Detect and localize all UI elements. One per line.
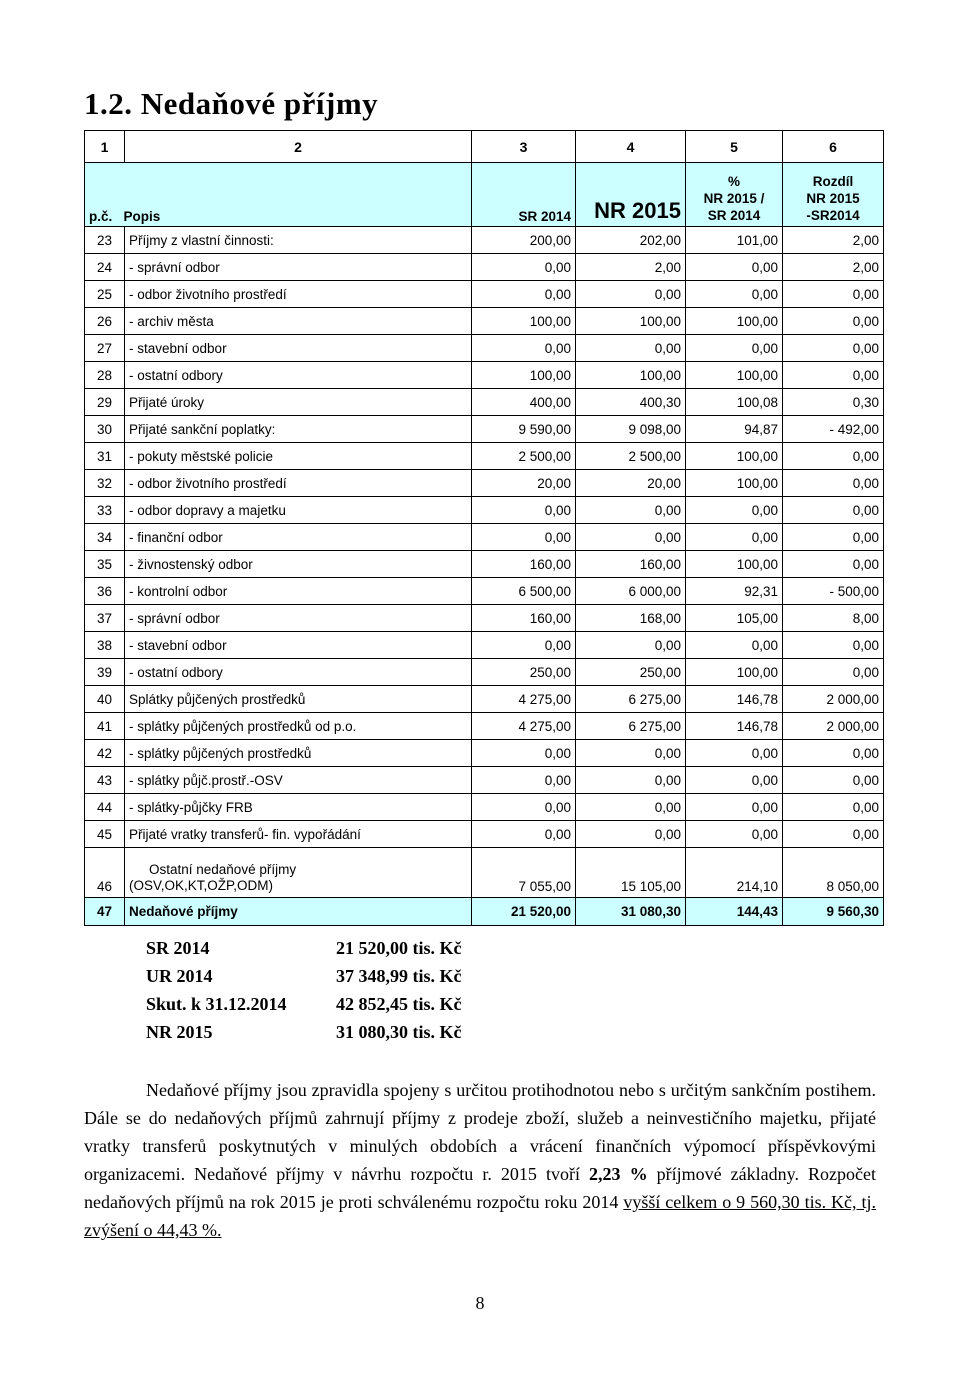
row-difference: 0,00 xyxy=(783,470,884,497)
row-number: 39 xyxy=(85,659,125,686)
row-description-line1: Ostatní nedaňové příjmy xyxy=(149,862,297,877)
header-percent-line3: SR 2014 xyxy=(707,208,761,223)
row-difference: 0,00 xyxy=(783,794,884,821)
table-row xyxy=(85,308,884,335)
row-description: - archiv města xyxy=(125,308,472,335)
table-row xyxy=(85,362,884,389)
row-nr2015: 9 098,00 xyxy=(576,416,686,443)
header-pc-popis xyxy=(85,163,472,227)
column-number: 3 xyxy=(472,131,576,163)
row-nr2015: 0,00 xyxy=(576,821,686,848)
table-row xyxy=(85,848,884,898)
row-difference: 0,00 xyxy=(783,308,884,335)
row-description: - splátky-půjčky FRB xyxy=(125,794,472,821)
row-sr2014: 2 500,00 xyxy=(472,443,576,470)
column-number: 1 xyxy=(85,131,125,163)
table-row xyxy=(85,254,884,281)
row-nr2015: 250,00 xyxy=(576,659,686,686)
row-difference: 2,00 xyxy=(783,254,884,281)
row-percent: 101,00 xyxy=(686,227,783,254)
row-nr2015: 6 275,00 xyxy=(576,713,686,740)
summary-block xyxy=(146,938,462,1050)
row-nr2015: 0,00 xyxy=(576,794,686,821)
row-description: - stavební odbor xyxy=(125,335,472,362)
total-percent: 144,43 xyxy=(686,898,783,926)
table-row xyxy=(85,686,884,713)
summary-label: SR 2014 xyxy=(146,938,210,958)
total-difference: 9 560,30 xyxy=(783,898,884,926)
table-row xyxy=(85,335,884,362)
row-description xyxy=(125,848,472,898)
row-percent: 105,00 xyxy=(686,605,783,632)
row-description: - správní odbor xyxy=(125,605,472,632)
row-description: - odbor dopravy a majetku xyxy=(125,497,472,524)
row-difference: 2 000,00 xyxy=(783,713,884,740)
row-sr2014: 160,00 xyxy=(472,551,576,578)
row-sr2014: 0,00 xyxy=(472,821,576,848)
row-description: Splátky půjčených prostředků xyxy=(125,686,472,713)
row-percent: 100,00 xyxy=(686,362,783,389)
row-sr2014: 100,00 xyxy=(472,362,576,389)
row-number: 43 xyxy=(85,767,125,794)
table-row xyxy=(85,551,884,578)
table-row xyxy=(85,416,884,443)
column-number: 2 xyxy=(125,131,472,163)
row-percent: 0,00 xyxy=(686,767,783,794)
row-number: 23 xyxy=(85,227,125,254)
row-difference: 0,00 xyxy=(783,362,884,389)
row-number: 31 xyxy=(85,443,125,470)
row-description: - živnostenský odbor xyxy=(125,551,472,578)
table-row xyxy=(85,227,884,254)
paragraph-text-2: příjmové základny. Rozpočet nedaňových příjmů na rok 2015 je proti schválenému rozpočtu roku 2014 xyxy=(84,1164,876,1212)
row-description: - kontrolní odbor xyxy=(125,578,472,605)
header-nr2015: NR 2015 xyxy=(576,163,686,227)
header-percent-line1: % xyxy=(727,174,740,189)
row-percent: 100,00 xyxy=(686,470,783,497)
row-difference: 0,00 xyxy=(783,659,884,686)
row-percent: 100,00 xyxy=(686,659,783,686)
row-sr2014: 6 500,00 xyxy=(472,578,576,605)
row-sr2014: 4 275,00 xyxy=(472,713,576,740)
total-row xyxy=(85,898,884,926)
table-row xyxy=(85,470,884,497)
row-nr2015: 0,00 xyxy=(576,281,686,308)
row-number: 25 xyxy=(85,281,125,308)
summary-label: NR 2015 xyxy=(146,1022,213,1042)
row-percent: 214,10 xyxy=(686,848,783,898)
row-difference: 0,00 xyxy=(783,551,884,578)
row-sr2014: 0,00 xyxy=(472,335,576,362)
row-percent: 0,00 xyxy=(686,335,783,362)
row-difference: 8,00 xyxy=(783,605,884,632)
table-row xyxy=(85,767,884,794)
row-difference: 0,00 xyxy=(783,740,884,767)
row-sr2014: 160,00 xyxy=(472,605,576,632)
row-sr2014: 200,00 xyxy=(472,227,576,254)
row-percent: 100,00 xyxy=(686,443,783,470)
row-nr2015: 100,00 xyxy=(576,362,686,389)
row-description-line2: (OSV,OK,KT,OŽP,ODM) xyxy=(129,878,274,893)
row-percent: 0,00 xyxy=(686,632,783,659)
row-percent: 100,00 xyxy=(686,308,783,335)
row-description: - stavební odbor xyxy=(125,632,472,659)
row-number: 35 xyxy=(85,551,125,578)
row-nr2015: 400,30 xyxy=(576,389,686,416)
row-percent: 0,00 xyxy=(686,281,783,308)
row-number: 30 xyxy=(85,416,125,443)
row-description: Přijaté úroky xyxy=(125,389,472,416)
total-number: 47 xyxy=(85,898,125,926)
row-difference: 0,00 xyxy=(783,281,884,308)
row-number: 38 xyxy=(85,632,125,659)
row-description: - splátky půjčených prostředků od p.o. xyxy=(125,713,472,740)
table-row xyxy=(85,632,884,659)
row-percent: 146,78 xyxy=(686,713,783,740)
row-number: 34 xyxy=(85,524,125,551)
row-sr2014: 400,00 xyxy=(472,389,576,416)
row-sr2014: 0,00 xyxy=(472,740,576,767)
row-difference: 0,00 xyxy=(783,497,884,524)
row-number: 42 xyxy=(85,740,125,767)
row-percent: 0,00 xyxy=(686,740,783,767)
summary-row xyxy=(146,1022,462,1050)
income-table xyxy=(84,130,884,926)
row-description: Přijaté vratky transferů- fin. vypořádání xyxy=(125,821,472,848)
row-description: - splátky půjč.prostř.-OSV xyxy=(125,767,472,794)
table-row xyxy=(85,740,884,767)
row-nr2015: 0,00 xyxy=(576,740,686,767)
row-percent: 100,00 xyxy=(686,551,783,578)
row-number: 40 xyxy=(85,686,125,713)
row-percent: 92,31 xyxy=(686,578,783,605)
summary-label: UR 2014 xyxy=(146,966,213,986)
row-number: 33 xyxy=(85,497,125,524)
row-number: 37 xyxy=(85,605,125,632)
row-sr2014: 0,00 xyxy=(472,524,576,551)
row-percent: 146,78 xyxy=(686,686,783,713)
row-number: 29 xyxy=(85,389,125,416)
table-row xyxy=(85,578,884,605)
row-difference: - 500,00 xyxy=(783,578,884,605)
row-sr2014: 250,00 xyxy=(472,659,576,686)
row-description: - ostatní odbory xyxy=(125,659,472,686)
table-row xyxy=(85,497,884,524)
header-difference-line3: -SR2014 xyxy=(806,208,860,223)
row-difference: 8 050,00 xyxy=(783,848,884,898)
table-row xyxy=(85,605,884,632)
table-row xyxy=(85,794,884,821)
row-description: - finanční odbor xyxy=(125,524,472,551)
summary-value: 42 852,45 tis. Kč xyxy=(336,994,462,1014)
row-nr2015: 202,00 xyxy=(576,227,686,254)
row-difference: 0,30 xyxy=(783,389,884,416)
column-number: 5 xyxy=(686,131,783,163)
total-sr2014: 21 520,00 xyxy=(472,898,576,926)
row-description: - splátky půjčených prostředků xyxy=(125,740,472,767)
table-row xyxy=(85,524,884,551)
row-sr2014: 0,00 xyxy=(472,497,576,524)
row-nr2015: 20,00 xyxy=(576,470,686,497)
row-number: 44 xyxy=(85,794,125,821)
header-pc: p.č. xyxy=(89,209,113,224)
row-nr2015: 15 105,00 xyxy=(576,848,686,898)
description-paragraph xyxy=(84,1076,876,1244)
row-nr2015: 100,00 xyxy=(576,308,686,335)
header-percent xyxy=(686,163,783,227)
row-number: 45 xyxy=(85,821,125,848)
row-sr2014: 100,00 xyxy=(472,308,576,335)
row-difference: 0,00 xyxy=(783,821,884,848)
row-description: Příjmy z vlastní činnosti: xyxy=(125,227,472,254)
row-description: - odbor životního prostředí xyxy=(125,470,472,497)
row-difference: 0,00 xyxy=(783,443,884,470)
row-difference: 0,00 xyxy=(783,632,884,659)
row-difference: 0,00 xyxy=(783,524,884,551)
header-difference xyxy=(783,163,884,227)
row-percent: 0,00 xyxy=(686,524,783,551)
row-nr2015: 0,00 xyxy=(576,767,686,794)
row-percent: 100,08 xyxy=(686,389,783,416)
header-difference-line1: Rozdíl xyxy=(812,174,854,189)
row-number: 46 xyxy=(85,848,125,898)
column-number-row xyxy=(85,131,884,163)
summary-label: Skut. k 31.12.2014 xyxy=(146,994,287,1014)
row-percent: 0,00 xyxy=(686,497,783,524)
table-row xyxy=(85,659,884,686)
row-sr2014: 7 055,00 xyxy=(472,848,576,898)
row-percent: 0,00 xyxy=(686,821,783,848)
column-number: 6 xyxy=(783,131,884,163)
row-nr2015: 0,00 xyxy=(576,335,686,362)
row-number: 41 xyxy=(85,713,125,740)
row-sr2014: 20,00 xyxy=(472,470,576,497)
table-row xyxy=(85,821,884,848)
summary-row xyxy=(146,966,462,994)
row-sr2014: 0,00 xyxy=(472,254,576,281)
summary-value: 37 348,99 tis. Kč xyxy=(336,966,462,986)
table-row xyxy=(85,713,884,740)
row-percent: 94,87 xyxy=(686,416,783,443)
row-nr2015: 6 000,00 xyxy=(576,578,686,605)
row-nr2015: 0,00 xyxy=(576,497,686,524)
row-description: - odbor životního prostředí xyxy=(125,281,472,308)
row-number: 36 xyxy=(85,578,125,605)
summary-value: 21 520,00 tis. Kč xyxy=(336,938,462,958)
row-description: - správní odbor xyxy=(125,254,472,281)
total-nr2015: 31 080,30 xyxy=(576,898,686,926)
header-popis: Popis xyxy=(123,209,161,224)
row-sr2014: 9 590,00 xyxy=(472,416,576,443)
row-difference: 0,00 xyxy=(783,335,884,362)
header-sr2014: SR 2014 xyxy=(472,163,576,227)
row-sr2014: 0,00 xyxy=(472,281,576,308)
row-difference: - 492,00 xyxy=(783,416,884,443)
row-percent: 0,00 xyxy=(686,254,783,281)
total-description: Nedaňové příjmy xyxy=(125,898,472,926)
paragraph-conclusion: vyšší celkem o 9 560,30 tis. Kč, tj. zvýšení o 44,43 %. xyxy=(84,1192,876,1240)
row-difference: 0,00 xyxy=(783,767,884,794)
row-percent: 0,00 xyxy=(686,794,783,821)
page-heading: 1.2. Nedaňové příjmy xyxy=(84,86,379,121)
paragraph-percent: 2,23 % xyxy=(589,1164,648,1184)
summary-row xyxy=(146,994,462,1022)
row-sr2014: 4 275,00 xyxy=(472,686,576,713)
row-sr2014: 0,00 xyxy=(472,794,576,821)
row-nr2015: 0,00 xyxy=(576,524,686,551)
row-nr2015: 2 500,00 xyxy=(576,443,686,470)
row-sr2014: 0,00 xyxy=(472,767,576,794)
paragraph-text: Nedaňové příjmy jsou zpravidla spojeny s určitou protihodnotou nebo s určitým sankčním postihem. Dále se do nedaňových příjmů zahrnují příjmy z prodeje zboží, služeb a neinvestičního majetku, přijaté vratky transferů poskytnutých v minulých obdobích a vrácení finančních výpomocí příspěvkovými organizacemi. Nedaňové příjmy v návrhu rozpočtu r. 2015 tvoří xyxy=(84,1080,876,1184)
row-sr2014: 0,00 xyxy=(472,632,576,659)
header-difference-line2: NR 2015 xyxy=(806,191,860,206)
row-number: 24 xyxy=(85,254,125,281)
row-nr2015: 6 275,00 xyxy=(576,686,686,713)
table-row xyxy=(85,281,884,308)
header-row xyxy=(85,163,884,227)
row-nr2015: 160,00 xyxy=(576,551,686,578)
column-number: 4 xyxy=(576,131,686,163)
row-nr2015: 2,00 xyxy=(576,254,686,281)
row-description: - pokuty městské policie xyxy=(125,443,472,470)
row-number: 27 xyxy=(85,335,125,362)
row-nr2015: 168,00 xyxy=(576,605,686,632)
summary-value: 31 080,30 tis. Kč xyxy=(336,1022,462,1042)
row-difference: 2 000,00 xyxy=(783,686,884,713)
row-nr2015: 0,00 xyxy=(576,632,686,659)
row-description: Přijaté sankční poplatky: xyxy=(125,416,472,443)
summary-row xyxy=(146,938,462,966)
row-number: 26 xyxy=(85,308,125,335)
row-description: - ostatní odbory xyxy=(125,362,472,389)
table-row xyxy=(85,443,884,470)
table-row xyxy=(85,389,884,416)
page-number: 8 xyxy=(475,1293,485,1313)
header-percent-line2: NR 2015 / xyxy=(703,191,765,206)
row-number: 28 xyxy=(85,362,125,389)
row-difference: 2,00 xyxy=(783,227,884,254)
row-number: 32 xyxy=(85,470,125,497)
